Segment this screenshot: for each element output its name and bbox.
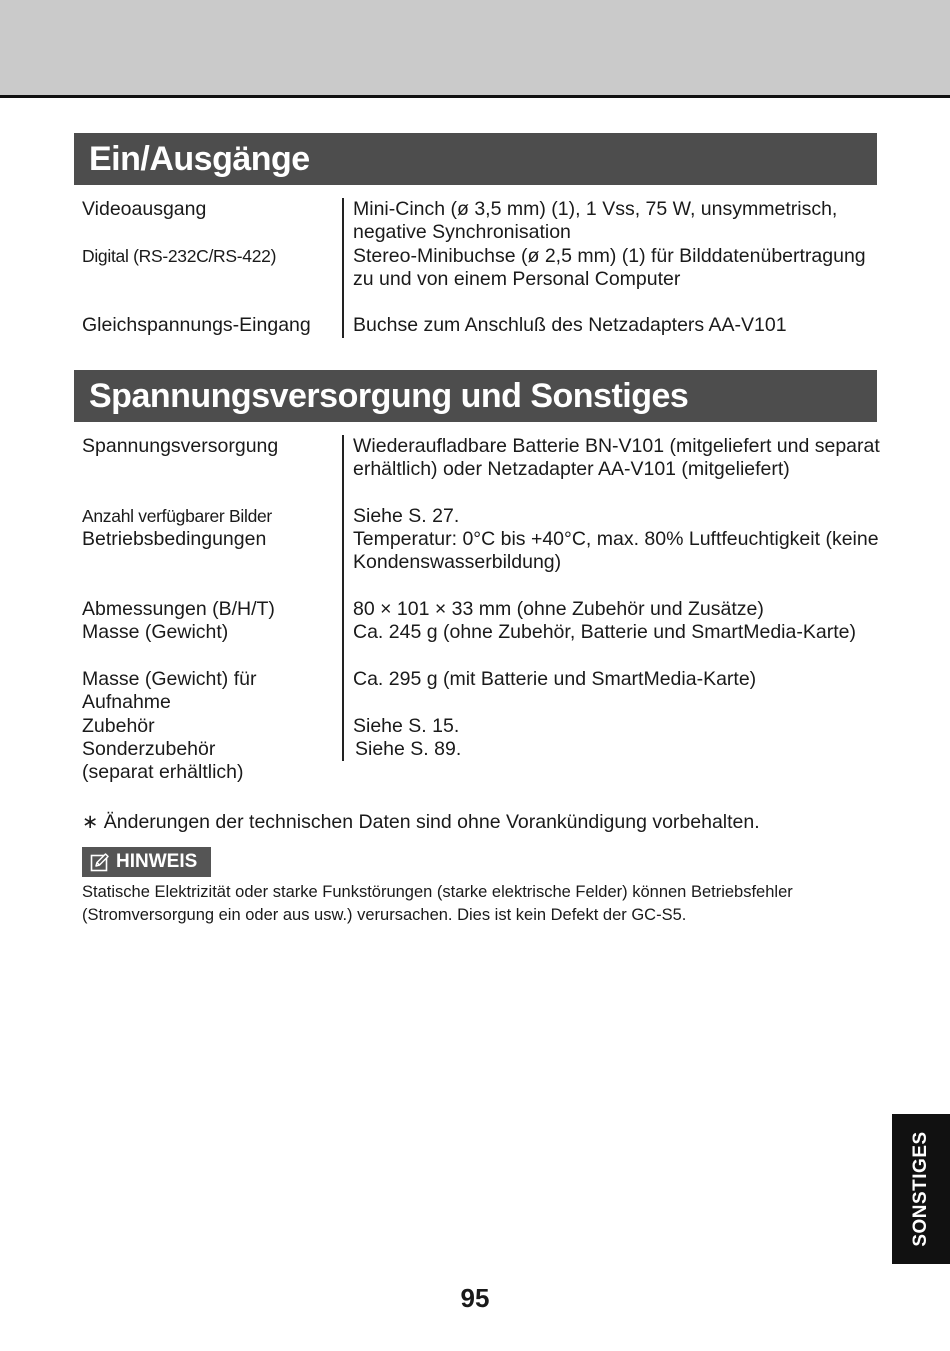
spec-value: Ca. 245 g (ohne Zubehör, Batterie und SmartMedia-Karte)	[342, 621, 882, 668]
side-tab-label: SONSTIGES	[910, 1131, 931, 1247]
spec-label: Anzahl verfügbarer Bilder	[82, 505, 272, 526]
spec-value: Siehe S. 15.	[342, 715, 882, 738]
side-tab	[892, 1114, 950, 1264]
spec-label: Masse (Gewicht)	[82, 621, 229, 644]
spec-value: 80 × 101 × 33 mm (ohne Zubehör und Zusätze)	[342, 598, 882, 621]
spec-row-sonderzubehoer	[82, 738, 882, 785]
spec-label: Sonderzubehör (separat erhältlich)	[82, 737, 244, 784]
spec-table-spannungsversorgung	[82, 435, 882, 784]
spec-row-videoausgang	[82, 198, 882, 245]
spec-value: Stereo-Minibuchse (ø 2,5 mm) (1) für Bilddatenübertragung zu und von einem Personal Computer	[342, 245, 882, 315]
spec-value: Siehe S. 89.	[342, 738, 882, 761]
spec-row-gleichspannung	[82, 314, 882, 337]
spec-value: Ca. 295 g (mit Batterie und SmartMedia-Karte)	[342, 668, 882, 715]
note-badge	[82, 847, 211, 877]
spec-row-zubehoer	[82, 715, 882, 738]
spec-value: Buchse zum Anschluß des Netzadapters AA-V101	[342, 314, 882, 337]
spec-label: Videoausgang	[82, 198, 207, 220]
spec-label: Digital (RS-232C/RS-422)	[82, 245, 277, 266]
spec-value: Temperatur: 0°C bis +40°C, max. 80% Luftfeuchtigkeit (keine Kondenswasserbildung)	[342, 528, 882, 598]
spec-label: Abmessungen (B/H/T)	[82, 598, 275, 621]
spec-row-masse-aufnahme	[82, 668, 882, 715]
spec-label: Zubehör	[82, 714, 155, 737]
page-number: 95	[460, 1283, 490, 1313]
spec-value: Siehe S. 27.	[342, 505, 882, 528]
spec-row-abmessungen	[82, 598, 882, 621]
spec-value: Mini-Cinch (ø 3,5 mm) (1), 1 Vss, 75 W, unsymmetrisch, negative Synchronisation	[342, 198, 882, 245]
spec-label: Betriebsbedingungen	[82, 528, 267, 551]
section-title-spannungsversorgung: Spannungsversorgung und Sonstiges	[74, 370, 877, 422]
spec-row-digital	[82, 245, 882, 315]
spec-label: Spannungsversorgung	[82, 435, 279, 457]
section-title-ein-ausgaenge: Ein/Ausgänge	[74, 133, 877, 185]
spec-label: Gleichspannungs-Eingang	[82, 314, 311, 337]
spec-row-betriebsbedingungen	[82, 528, 882, 598]
spec-row-anzahl-bilder	[82, 505, 882, 528]
note-badge-label: HINWEIS	[116, 851, 198, 872]
spec-table-ein-ausgaenge	[82, 198, 882, 338]
spec-label: Masse (Gewicht) für Aufnahme	[82, 667, 257, 714]
footnote: ∗ Änderungen der technischen Daten sind ohne Vorankündigung vorbehalten.	[82, 811, 760, 833]
pencil-icon	[90, 852, 110, 872]
spec-value: Wiederaufladbare Batterie BN-V101 (mitgeliefert und separat erhältlich) oder Netzadapter AA-V101 (mitgeliefert)	[342, 435, 882, 505]
note-text: Statische Elektrizität oder starke Funkstörungen (starke elektrische Felder) können Betriebsfehler (Stromversorgung ein oder aus usw.) verursachen. Dies ist kein Defekt der GC-S5.	[82, 883, 793, 924]
top-header-band	[0, 0, 950, 98]
spec-row-spannungsversorgung	[82, 435, 882, 505]
spec-row-masse	[82, 621, 882, 668]
